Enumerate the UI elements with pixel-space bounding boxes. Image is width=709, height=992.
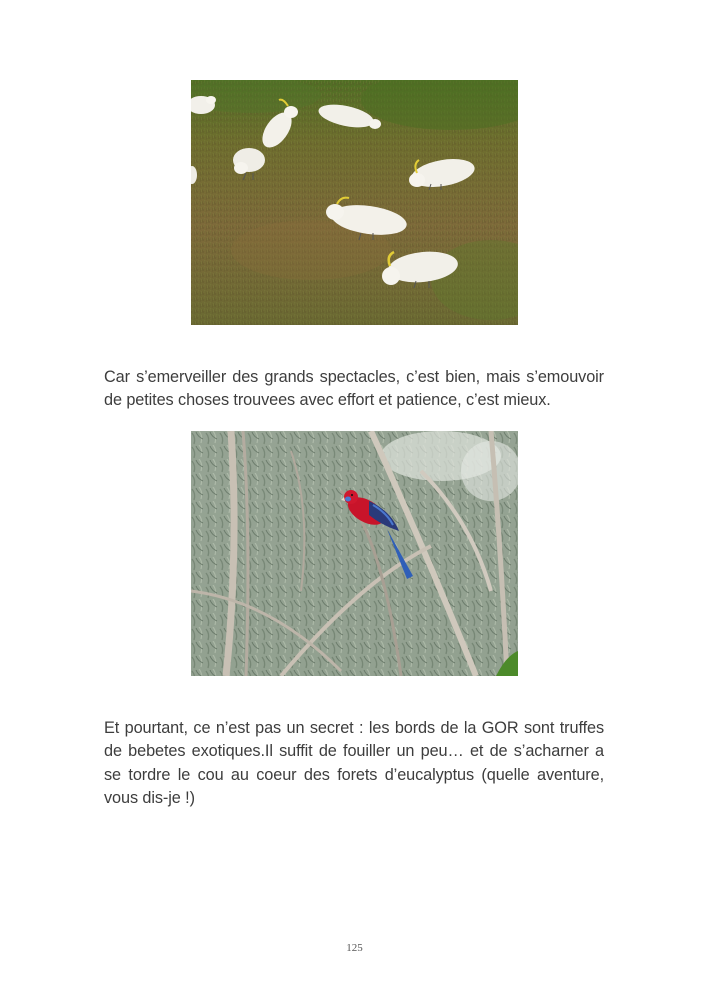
- crimson-rosella-in-eucalyptus-photo-icon: [191, 431, 518, 676]
- paragraph-1: Car s’emerveiller des grands spectacles, c’est bien, mais s’emouvoir de petites choses trouvees avec effort et patience, c’est mieux.: [104, 368, 604, 410]
- rosella-photo: [191, 431, 518, 676]
- page-number: 125: [346, 942, 363, 954]
- paragraph-2: Et pourtant, ce n’est pas un secret : les bords de la GOR sont truffes de bebetes exotiques.Il suffit de fouiller un peu… et de s’acharner a se tordre le cou au coeur des forets d’eucalyptus (quelle aventure, vous dis-je !): [104, 719, 604, 807]
- cockatoos-on-grass-photo-icon: [191, 80, 518, 325]
- cockatoos-photo: [191, 80, 518, 325]
